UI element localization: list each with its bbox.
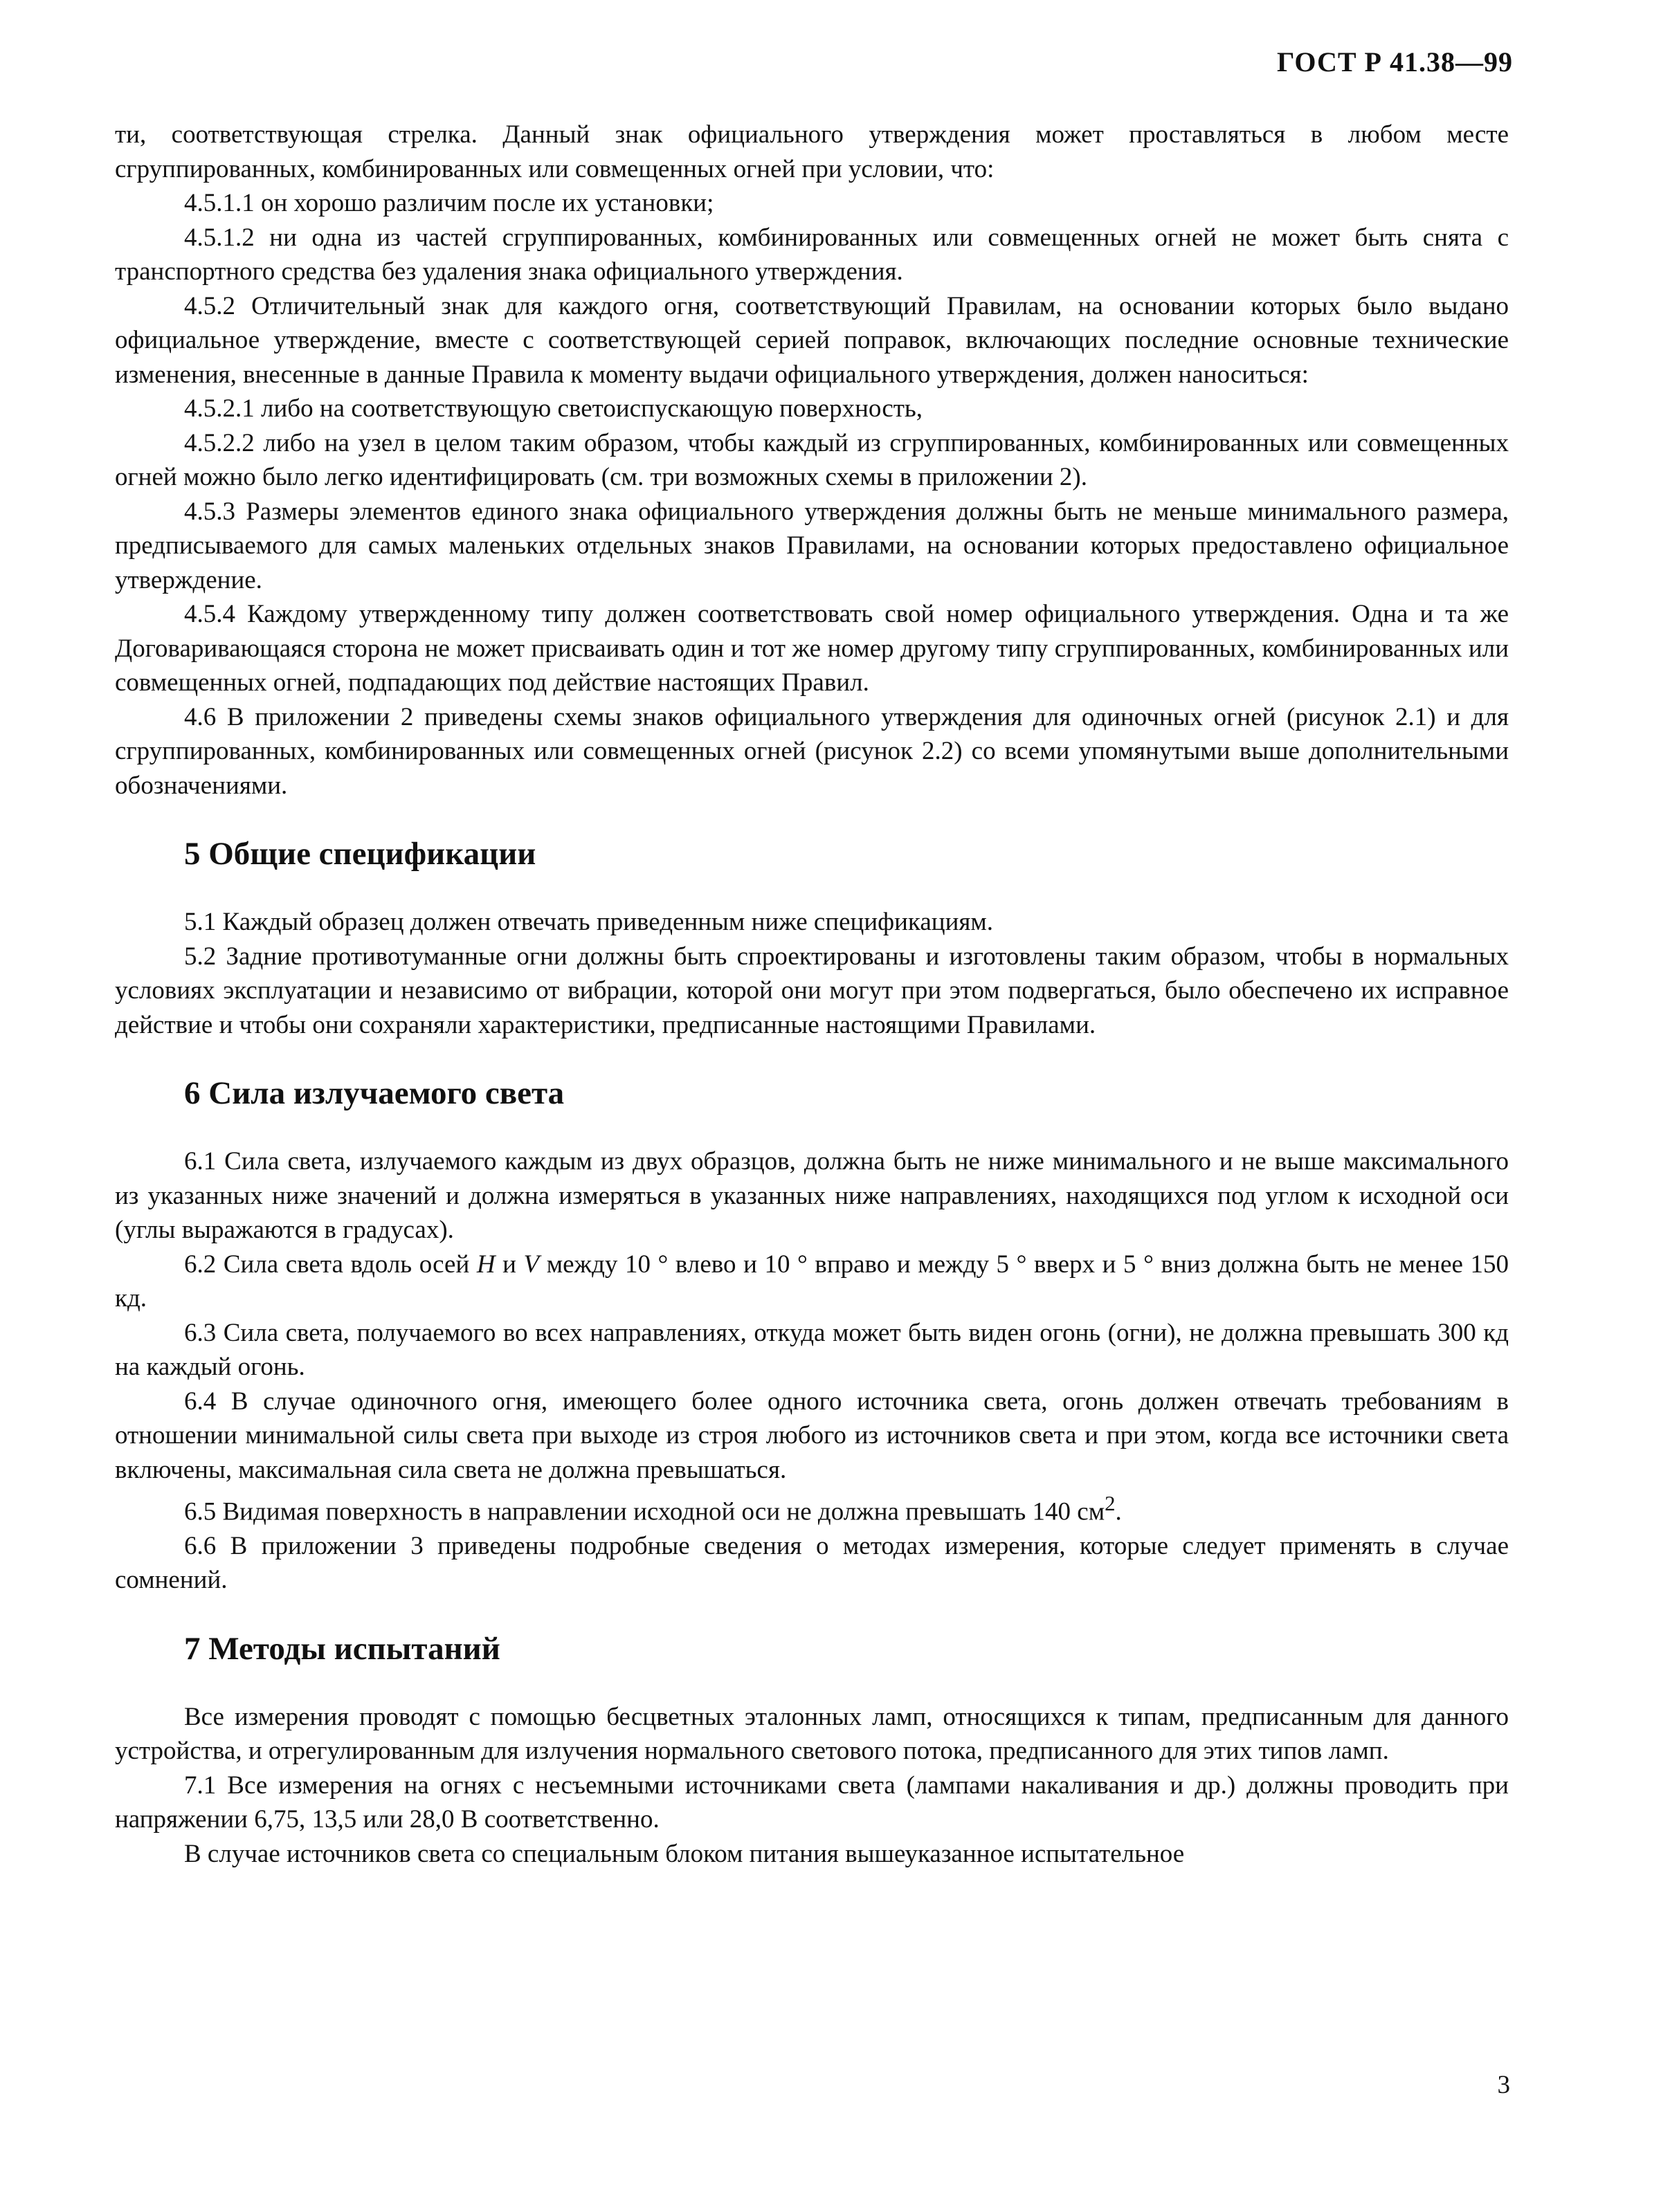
paragraph-4-5-1-1: 4.5.1.1 он хорошо различим после их установки; (184, 189, 714, 217)
paragraph-4-5-2-2: 4.5.2.2 либо на узел в целом таким образом, чтобы каждый из сгруппированных, комбинированных или совмещенных огней можно было легко идентифицировать (см. три возможных схемы в приложении 2). (115, 428, 1509, 491)
paragraph-6-5: 6.5 Видимая поверхность в направлении исходной оси не должна превышать 140 $см^2$. (184, 1492, 1122, 1526)
paragraph-4-5-3: 4.5.3 Размеры элементов единого знака официального утверждения должны быть не меньше минимального размера, предписываемого для самых маленьких отдельных знаков Правилами, на основании которых предоставлено официальное утверждение. (115, 497, 1509, 594)
paragraph-4-5-2-1: 4.5.2.1 либо на соответствующую светоиспускающую поверхность, (184, 394, 923, 423)
paragraph-7-intro: Все измерения проводят с помощью бесцветных эталонных ламп, относящихся к типам, предписанным для данного устройства, и отрегулированным для излучения нормального светового потока, предписанного для этих типов ламп. (115, 1702, 1509, 1766)
paragraph-4-5-1-2: 4.5.1.2 ни одна из частей сгруппированных, комбинированных или совмещенных огней не может быть снята с транспортного средства без удаления знака официального утверждения. (115, 223, 1509, 286)
page-number: 3 (1497, 2071, 1510, 2099)
paragraph-7-1: 7.1 Все измерения на огнях с несъемными источниками света (лампами накаливания и др.) должны проводить при напряжении 6,75, 13,5 или 28,0 В соответственно. (115, 1771, 1509, 1834)
paragraph-5-1: 5.1 Каждый образец должен отвечать приведенным ниже спецификациям. (184, 908, 994, 936)
paragraph-6-6: 6.6 В приложении 3 приведены подробные сведения о методах измерения, которые следует применять в случае сомнений. (115, 1531, 1509, 1595)
paragraph-6-2: 6.2 Сила света вдоль осей H и V между 10 ° влево и 10 ° вправо и между 5 ° вверх и 5 ° вниз должна быть не менее 150 кд. (115, 1250, 1509, 1313)
paragraph-5-2: 5.2 Задние противотуманные огни должны быть спроектированы и изготовлены таким образом, чтобы в нормальных условиях эксплуатации и независимо от вибрации, которой они могут при этом подвергаться, было обеспечено их исправное действие и чтобы они сохраняли характеристики, предписанные настоящими Правилами. (115, 942, 1509, 1039)
paragraph-6-1: 6.1 Сила света, излучаемого каждым из двух образцов, должна быть не ниже минимального и не выше максимального из указанных ниже значений и должна измеряться в указанных ниже направлениях, находящихся под углом к исходной оси (углы выражаются в градусах). (115, 1147, 1509, 1244)
section-heading-7: 7 Методы испытаний (184, 1630, 500, 1667)
paragraph-4-6: 4.6 В приложении 2 приведены схемы знаков официального утверждения для одиночных огней (рисунок 2.1) и для сгруппированных, комбинированных или совмещенных огней (рисунок 2.2) со всеми упомянутыми выше дополнительными обозначениями. (115, 702, 1509, 800)
paragraph-6-4: 6.4 В случае одиночного огня, имеющего более одного источника света, огонь должен отвечать требованиям в отношении минимальной силы света при выходе из строя любого из источников света и при этом, когда все источники света включены, максимальная сила света не должна превышаться. (115, 1387, 1509, 1484)
paragraph-4-5-4: 4.5.4 Каждому утвержденному типу должен соответствовать свой номер официального утверждения. Одна и та же Договаривающаяся сторона не может присваивать один и тот же номер другому типу сгруппированных, комбинированных или совмещенных огней, подпадающих под действие настоящих Правил. (115, 600, 1509, 697)
section-heading-5: 5 Общие спецификации (184, 836, 536, 872)
document-body (115, 118, 1509, 1871)
paragraph-6-3: 6.3 Сила света, получаемого во всех направлениях, откуда может быть виден огонь (огни), не должна превышать 300 кд на каждый огонь. (115, 1318, 1509, 1381)
paragraph-4-5-2: 4.5.2 Отличительный знак для каждого огня, соответствующий Правилам, на основании которых было выдано официальное утверждение, вместе с соответствующей серией поправок, включающих последние основные технические изменения, внесенные в данные Правила к моменту выдачи официального утверждения, должен наноситься: (115, 291, 1509, 389)
paragraph-continuation: ти, соответствующая стрелка. Данный знак официального утверждения может проставляться в любом месте сгруппированных, комбинированных или совмещенных огней при условии, что: (115, 120, 1509, 183)
section-heading-6: 6 Сила излучаемого света (184, 1075, 565, 1111)
paragraph-7-1-continued: В случае источников света со специальным блоком питания вышеуказанное испытательное (184, 1839, 1185, 1868)
document-code: ГОСТ Р 41.38—99 (1276, 46, 1513, 77)
